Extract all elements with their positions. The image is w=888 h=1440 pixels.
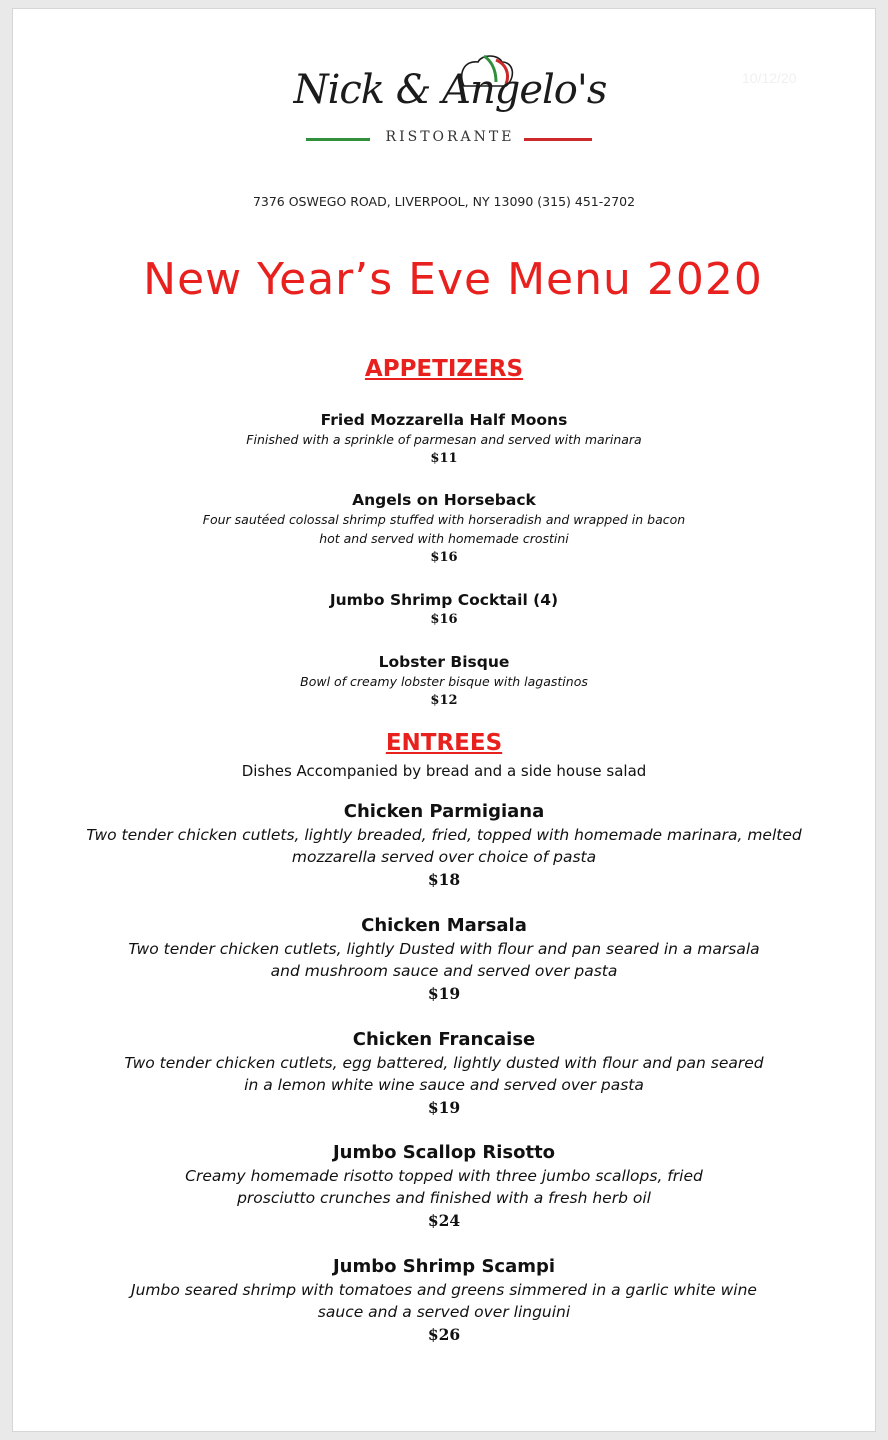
item-description: Two tender chicken cutlets, egg battered, lightly dusted with flour and pan seared — [124, 1054, 764, 1072]
appetizer-item — [0, 590, 888, 630]
appetizer-item — [0, 410, 888, 469]
item-name: Chicken Francaise — [352, 1029, 536, 1050]
item-price: $11 — [430, 451, 458, 466]
entree-item — [0, 914, 888, 1006]
item-name: Jumbo Shrimp Cocktail (4) — [329, 591, 559, 609]
item-name: Jumbo Shrimp Scampi — [332, 1256, 556, 1277]
item-description: Bowl of creamy lobster bisque with lagastinos — [300, 674, 588, 689]
item-description: mozzarella served over choice of pasta — [291, 848, 597, 866]
item-price: $16 — [430, 612, 458, 627]
item-description: hot and served with homemade crostini — [319, 531, 569, 546]
entree-item — [0, 1255, 888, 1347]
logo-subtitle — [290, 129, 610, 149]
restaurant-address: 7376 OSWEGO ROAD, LIVERPOOL, NY 13090 (315) 451-2702 — [252, 194, 636, 209]
entree-item — [0, 1141, 888, 1233]
item-description: Jumbo seared shrimp with tomatoes and greens simmered in a garlic white wine — [131, 1281, 757, 1299]
entrees-heading: ENTREES — [385, 730, 503, 756]
logo-script-text: Nick & Angelo's — [293, 67, 607, 113]
item-price: $26 — [427, 1325, 461, 1344]
item-description: Two tender chicken cutlets, lightly Dusted with flour and pan seared in a marsala — [128, 940, 760, 958]
item-description: and mushroom sauce and served over pasta — [270, 962, 618, 980]
item-name: Angels on Horseback — [352, 491, 536, 509]
item-name: Lobster Bisque — [378, 653, 510, 671]
item-price: $19 — [427, 1098, 461, 1117]
appetizer-item — [0, 490, 888, 568]
item-name: Fried Mozzarella Half Moons — [320, 411, 568, 429]
entrees-note: Dishes Accompanied by bread and a side house salad — [241, 762, 647, 780]
item-price: $24 — [427, 1211, 461, 1230]
item-price: $18 — [427, 870, 461, 889]
item-description: Two tender chicken cutlets, lightly breaded, fried, topped with homemade marinara, melted — [86, 826, 802, 844]
menu-title: New Year’s Eve Menu 2020 — [143, 254, 763, 305]
item-price: $12 — [430, 693, 458, 708]
item-description: prosciutto crunches and finished with a fresh herb oil — [237, 1189, 651, 1207]
entree-item — [0, 800, 888, 892]
restaurant-logo — [290, 52, 610, 152]
appetizers-heading: APPETIZERS — [364, 356, 524, 382]
item-description: in a lemon white wine sauce and served over pasta — [244, 1076, 644, 1094]
entree-item — [0, 1028, 888, 1120]
item-name: Chicken Parmigiana — [343, 801, 545, 822]
item-description: Creamy homemade risotto topped with three jumbo scallops, fried — [185, 1167, 703, 1185]
item-name: Chicken Marsala — [361, 915, 527, 936]
item-description: Four sautéed colossal shrimp stuffed with horseradish and wrapped in bacon — [202, 512, 686, 527]
item-description: Finished with a sprinkle of parmesan and served with marinara — [246, 432, 642, 447]
item-price: $16 — [430, 550, 458, 565]
logo-red-line — [524, 138, 592, 141]
faint-date: 10/12/20 — [742, 70, 797, 86]
item-name: Jumbo Scallop Risotto — [332, 1142, 556, 1163]
item-price: $19 — [427, 984, 461, 1003]
appetizer-item — [0, 652, 888, 711]
logo-ristorante-text: RISTORANTE — [385, 129, 515, 145]
item-description: sauce and a served over linguini — [317, 1303, 571, 1321]
